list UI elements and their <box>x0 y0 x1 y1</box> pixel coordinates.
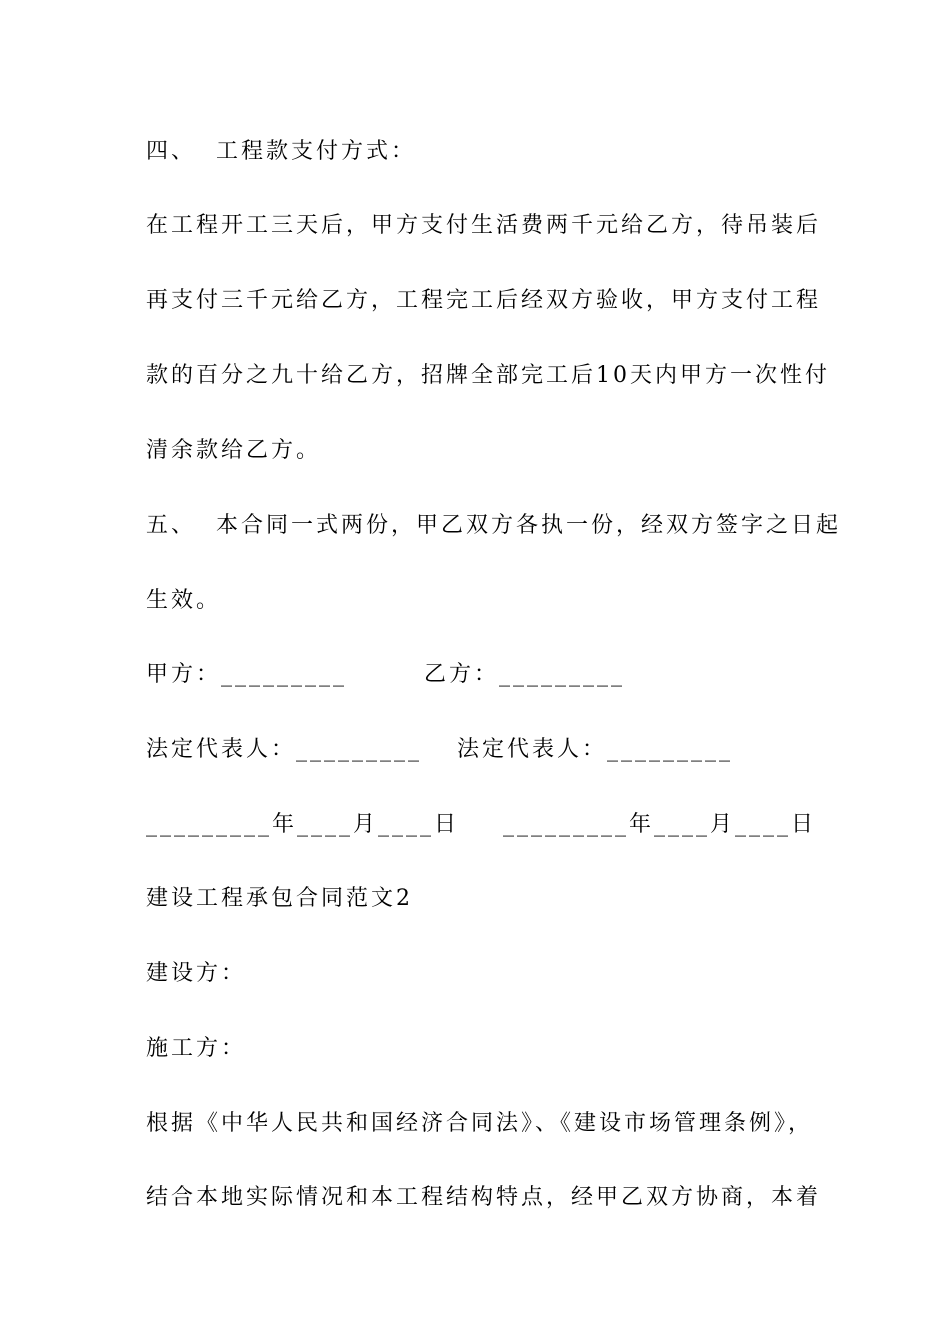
party-b-date: _________年____月____日 <box>503 812 817 837</box>
party-a-representative: 法定代表人：_________ <box>146 737 423 762</box>
paragraph-line: 在工程开工三天后，甲方支付生活费两千元给乙方，待吊装后 <box>146 213 822 238</box>
contract-2-title: 建设工程承包合同范文2 <box>146 886 413 911</box>
party-b-representative: 法定代表人：_________ <box>457 737 734 762</box>
party-a-signature: 甲方：_________ <box>146 662 348 687</box>
paragraph-line: 再支付三千元给乙方，工程完工后经双方验收，甲方支付工程 <box>146 288 822 313</box>
paragraph-line: 根据《中华人民共和国经济合同法》、《建设市场管理条例》， <box>146 1111 814 1136</box>
paragraph-line: 结合本地实际情况和本工程结构特点，经甲乙双方协商，本着 <box>146 1185 822 1210</box>
section-4-heading: 四、 工程款支付方式： <box>146 139 416 164</box>
party-b-signature: 乙方：_________ <box>424 662 626 687</box>
contractor-label: 施工方： <box>146 1036 247 1061</box>
paragraph-line: 清余款给乙方。 <box>146 438 322 463</box>
section-5-line: 五、 本合同一式两份，甲乙双方各执一份，经双方签字之日起 <box>146 513 841 538</box>
paragraph-line: 款的百分之九十给乙方，招牌全部完工后10天内甲方一次性付 <box>146 363 830 388</box>
builder-label: 建设方： <box>146 961 247 986</box>
section-5-line: 生效。 <box>146 588 222 613</box>
party-a-date: _________年____月____日 <box>146 812 460 837</box>
